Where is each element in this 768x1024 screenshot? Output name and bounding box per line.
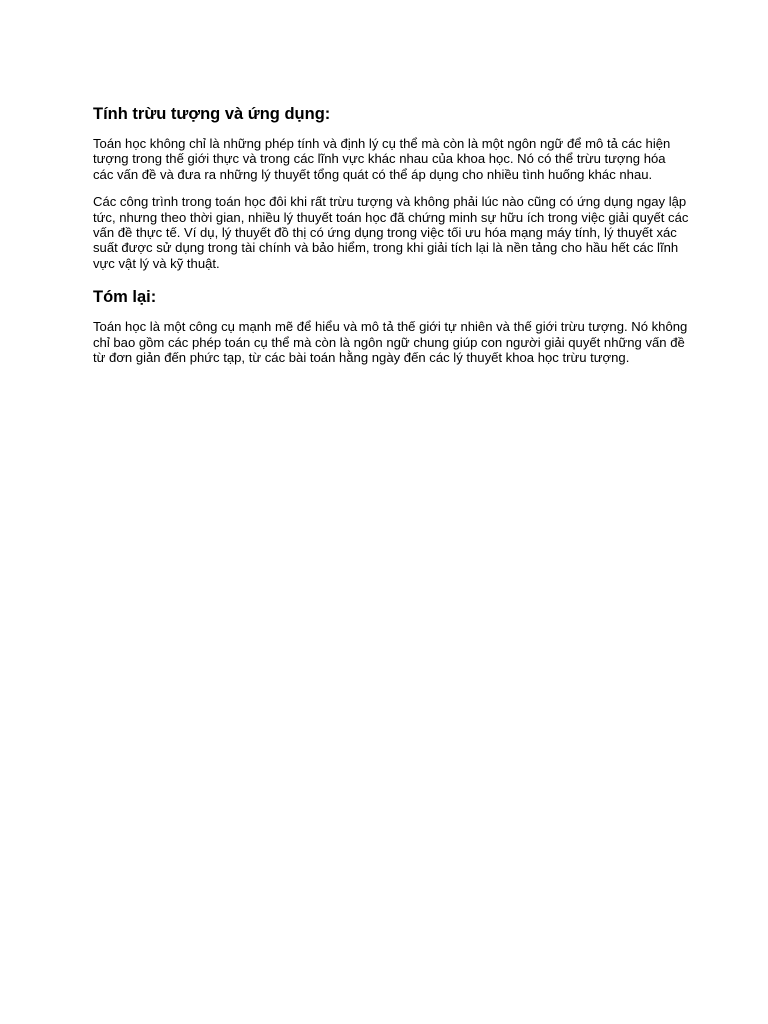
section-heading-summary: Tóm lại: [93, 288, 157, 307]
paragraph-abstraction-intro: Toán học không chỉ là những phép tính và định lý cụ thể mà còn là một ngôn ngữ để mô tả các hiện tượng trong thế giới thực và trong các lĩnh vực khác nhau của khoa học. Nó có thể trừu tượng hóa các vấn đề và đưa ra những lý thuyết tổng quát có thể áp dụng cho nhiều tình huống khác nhau. [93, 136, 671, 182]
paragraph-summary: Toán học là một công cụ mạnh mẽ để hiểu và mô tả thế giới tự nhiên và thế giới trừu tượng. Nó không chỉ bao gồm các phép toán cụ thể mà còn là ngôn ngữ chung giúp con người giải quyết những vấn đề từ đơn giản đến phức tạp, từ các bài toán hằng ngày đến các lý thuyết khoa học trừu tượng. [93, 319, 688, 366]
paragraph-abstraction-applications: Các công trình trong toán học đôi khi rất trừu tượng và không phải lúc nào cũng có ứng dụng ngay lập tức, nhưng theo thời gian, nhiều lý thuyết toán học đã chứng minh sự hữu ích trong việc giải quyết các vấn đề thực tế. Ví dụ, lý thuyết đồ thị có ứng dụng trong việc tối ưu hóa mạng máy tính, lý thuyết xác suất được sử dụng trong tài chính và bảo hiểm, trong khi giải tích lại là nền tảng cho hầu hết các lĩnh vực vật lý và kỹ thuật. [93, 194, 689, 271]
document-content [93, 104, 689, 377]
section-heading-abstraction: Tính trừu tượng và ứng dụng: [93, 105, 331, 123]
